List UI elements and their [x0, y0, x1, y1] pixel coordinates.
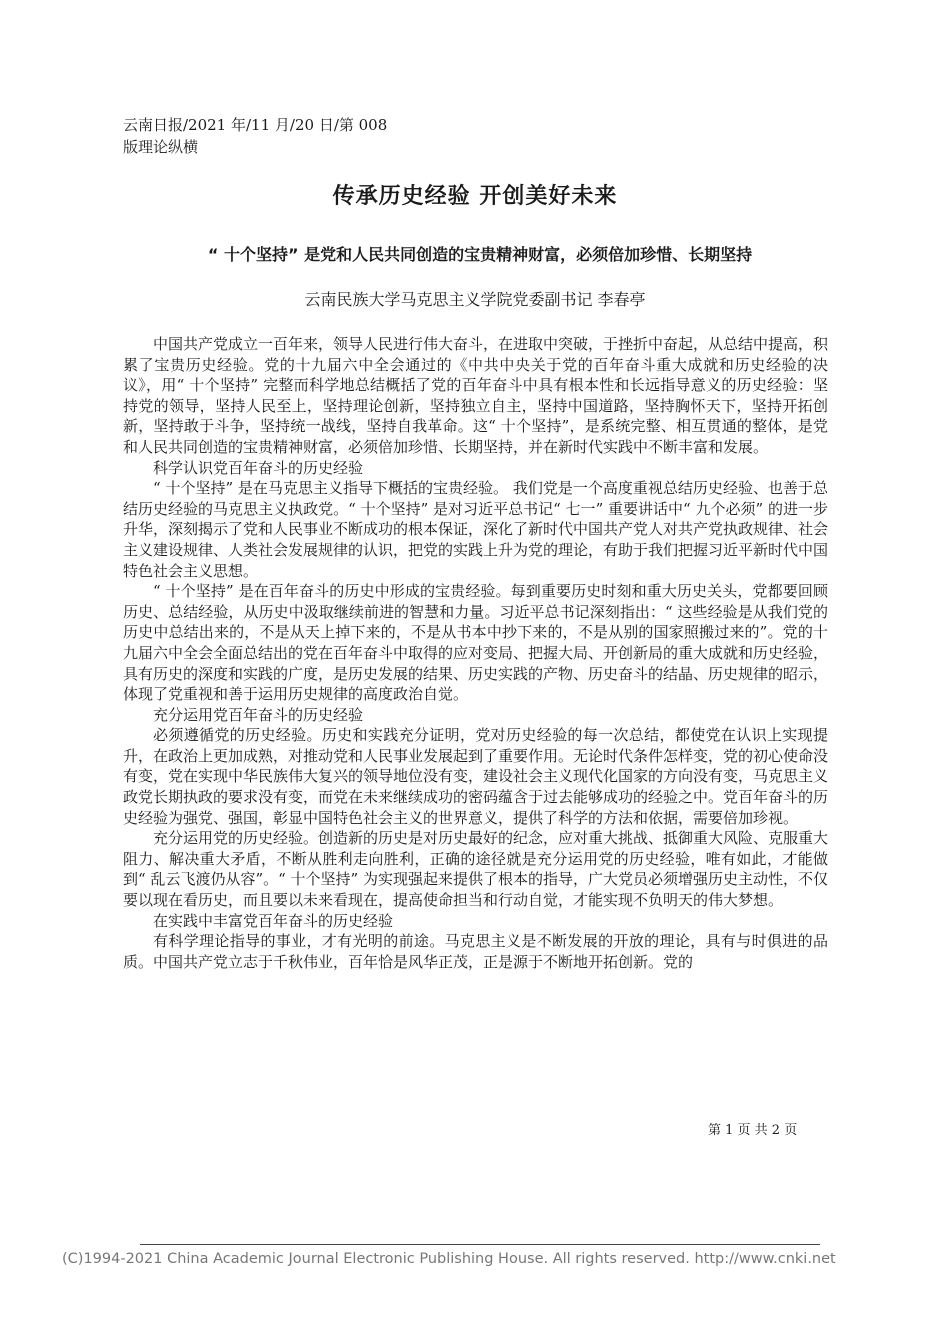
section-heading: 科学认识党百年奋斗的历史经验 — [153, 458, 364, 477]
section-heading: 在实践中丰富党百年奋斗的历史经验 — [153, 911, 394, 930]
article-author: 云南民族大学马克思主义学院党委副书记 李春亭 — [304, 290, 646, 309]
paragraph: “ 十个坚持” 是在百年奋斗的历史中形成的宝贵经验。每到重要历史时刻和重大历史关头，党都要回顾历史、总结经验，从历史中汲取继续前进的智慧和力量。习近平总书记深刻指出：“ 这些经验是从我们党的历史中总结出来的，不是从天上掉下来的，不是从书本中抄下来的，不是从别的国家照搬过来的”。党的十九届六中全会全面总结出的党在百年奋斗中取得的应对变局、把握大局、开创新局的重大成就和历史经验，具有历史的深度和实践的广度，是历史发展的结果、历史实践的产物、历史奋斗的结晶、历史规律的昭示，体现了党重视和善于运用历史规律的高度政治自觉。 — [123, 582, 829, 704]
paragraph: 有科学理论指导的事业，才有光明的前途。马克思主义是不断发展的开放的理论，具有与时俱进的品质。中国共产党立志于千秋伟业，百年恰是风华正茂，正是源于不断地开拓创新。党的 — [123, 932, 828, 971]
source-info — [123, 114, 483, 158]
copyright-notice: (C)1994-2021 China Academic Journal Electronic Publishing House. All rights reserved. http://www.cnki.net — [62, 1251, 836, 1267]
source-line-1: 云南日报/2021 年/11 月/20 日/第 008 — [123, 116, 388, 134]
article-subtitle: “ 十个坚持” 是党和人民共同创造的宝贵精神财富，必须倍加珍惜、长期坚持 — [207, 245, 753, 264]
paragraph: 必须遵循党的历史经验。历史和实践充分证明，党对历史经验的每一次总结，都使党在认识上实现提升，在政治上更加成熟，对推动党和人民事业发展起到了重要作用。无论时代条件怎样变，党的初心使命没有变，党在实现中华民族伟大复兴的领导地位没有变，建设社会主义现代化国家的方向没有变，马克思主义政党长期执政的要求没有变，而党在未来继续成功的密码蕴含于过去能够成功的经验之中。党百年奋斗的历史经验为强党、强国，彰显中国特色社会主义的世界意义，提供了科学的方法和依据，需要倍加珍视。 — [123, 726, 829, 827]
page-number: 第 1 页 共 2 页 — [708, 1123, 798, 1138]
article-title: 传承历史经验 开创美好未来 — [332, 184, 618, 209]
source-line-2: 版理论纵横 — [123, 138, 199, 156]
paragraph: 充分运用党的历史经验。创造新的历史是对历史最好的纪念，应对重大挑战、抵御重大风险、克服重大阻力、解决重大矛盾，不断从胜利走向胜利，正确的途径就是充分运用党的历史经验，唯有如此，才能做到“ 乱云飞渡仍从容”。“ 十个坚持” 为实现强起来提供了根本的指导，广大党员必须增强历史主动性，不仅要以现在看历史，而且要以未来看现在，提高使命担当和行动自觉，才能实现不负明天的伟大梦想。 — [123, 829, 829, 910]
footer-divider — [140, 1244, 820, 1245]
paragraph: 中国共产党成立一百年来，领导人民进行伟大奋斗，在进取中突破，于挫折中奋起，从总结中提高，积累了宝贵历史经验。党的十九届六中全会通过的《中共中央关于党的百年奋斗重大成就和历史经验的决议》，用“ 十个坚持” 完整而科学地总结概括了党的百年奋斗中具有根本性和长远指导意义的历史经验：坚持党的领导，坚持人民至上，坚持理论创新，坚持独立自主，坚持中国道路，坚持胸怀天下，坚持开拓创新，坚持敢于斗争，坚持统一战线，坚持自我革命。这“ 十个坚持”，是系统完整、相互贯通的整体，是党和人民共同创造的宝贵精神财富，必须倍加珍惜、长期坚持，并在新时代实践中不断丰富和发展。 — [123, 335, 829, 456]
paragraph: “ 十个坚持” 是在马克思主义指导下概括的宝贵经验。 我们党是一个高度重视总结历史经验、也善于总结历史经验的马克思主义执政党。“ 十个坚持” 是对习近平总书记“ 七一” 重要讲话中“ 九个必须” 的进一步升华，深刻揭示了党和人民事业不断成功的根本保证，深化了新时代中国共产党人对共产党执政规律、社会主义建设规律、人类社会发展规律的认识，把党的实践上升为党的理论，有助于我们把握习近平新时代中国特色社会主义思想。 — [123, 479, 829, 580]
article-body — [123, 334, 828, 972]
section-heading: 充分运用党百年奋斗的历史经验 — [153, 705, 364, 724]
